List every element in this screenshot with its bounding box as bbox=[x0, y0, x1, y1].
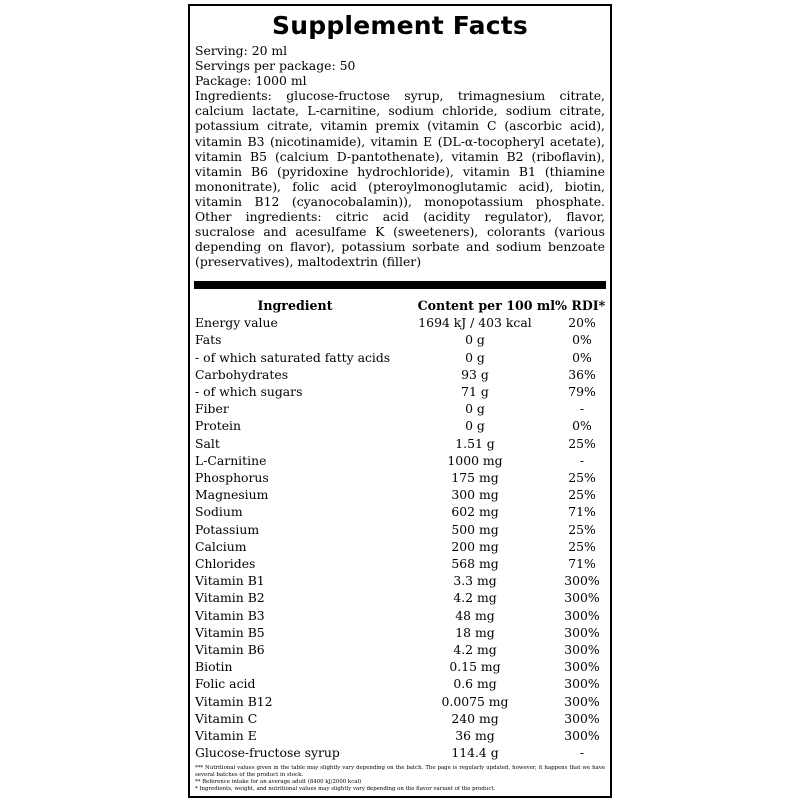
row-ingredient: - of which sugars bbox=[195, 384, 303, 400]
row-ingredient: Vitamin B1 bbox=[195, 573, 265, 589]
package-size: Package: 1000 ml bbox=[195, 73, 307, 89]
row-rdi: - bbox=[579, 401, 585, 417]
table-row bbox=[195, 349, 609, 366]
row-content: 3.3 mg bbox=[453, 573, 497, 589]
row-ingredient: Glucose-fructose syrup bbox=[195, 745, 340, 761]
table-row bbox=[195, 469, 609, 486]
table-row bbox=[195, 383, 609, 400]
row-rdi: 300% bbox=[564, 659, 600, 675]
table-row bbox=[195, 417, 609, 434]
row-ingredient: Magnesium bbox=[195, 487, 269, 503]
table-row bbox=[195, 538, 609, 555]
row-rdi: 0% bbox=[572, 332, 592, 348]
table-row bbox=[195, 641, 609, 658]
row-ingredient: Vitamin B5 bbox=[195, 624, 265, 640]
row-rdi: 25% bbox=[568, 538, 596, 554]
section-divider bbox=[194, 281, 606, 289]
row-rdi: 25% bbox=[568, 521, 596, 537]
table-row bbox=[195, 589, 609, 606]
row-content: 0.15 mg bbox=[449, 659, 501, 675]
header-rdi: % RDI* bbox=[555, 298, 606, 313]
row-content: 48 mg bbox=[455, 607, 495, 623]
table-row bbox=[195, 624, 609, 641]
row-content: 114.4 g bbox=[451, 745, 499, 761]
table-row bbox=[195, 366, 609, 383]
row-rdi: 300% bbox=[564, 676, 600, 692]
nutrition-table-body bbox=[195, 314, 609, 761]
row-content: 300 mg bbox=[451, 487, 499, 503]
table-row bbox=[195, 727, 609, 744]
footnote: *** Nutritional values given in the table may slightly vary depending on the batch. The page is regularly updated, however, it happens that we have several batches of the product in stock. bbox=[195, 765, 605, 778]
row-content: 4.2 mg bbox=[453, 590, 497, 606]
row-ingredient: Vitamin E bbox=[195, 728, 257, 744]
table-row bbox=[195, 452, 609, 469]
table-row bbox=[195, 572, 609, 589]
row-content: 0 g bbox=[465, 401, 485, 417]
row-ingredient: Protein bbox=[195, 418, 241, 434]
row-rdi: 25% bbox=[568, 435, 596, 451]
serving-size: Serving: 20 ml bbox=[195, 43, 288, 58]
row-rdi: 0% bbox=[572, 418, 592, 434]
row-content: 0 g bbox=[465, 418, 485, 434]
row-content: 0.0075 mg bbox=[441, 693, 509, 709]
row-rdi: 300% bbox=[564, 693, 600, 709]
row-ingredient: L-Carnitine bbox=[195, 452, 267, 468]
table-row bbox=[195, 435, 609, 452]
row-content: 36 mg bbox=[455, 728, 495, 744]
row-ingredient: Calcium bbox=[195, 538, 247, 554]
table-row bbox=[195, 521, 609, 538]
row-ingredient: Folic acid bbox=[195, 676, 256, 692]
table-row bbox=[195, 693, 609, 710]
row-content: 200 mg bbox=[451, 538, 499, 554]
row-content: 602 mg bbox=[451, 504, 499, 520]
row-ingredient: Fiber bbox=[195, 401, 229, 417]
row-content: 1.51 g bbox=[455, 435, 495, 451]
row-rdi: 300% bbox=[564, 607, 600, 623]
header-content: Content per 100 ml bbox=[417, 298, 555, 313]
table-header-row bbox=[195, 297, 609, 314]
row-ingredient: Fats bbox=[195, 332, 222, 348]
row-content: 18 mg bbox=[455, 624, 495, 640]
ingredients-text: Ingredients: glucose-fructose syrup, trimagnesium citrate, calcium lactate, L-carnitine, sodium chloride, sodium citrate, potassium citrate, vitamin premix (vitamin C (ascorbic acid), vitamin B3 (nicotinamide), vitamin E (DL-α-tocopheryl acetate), vitamin B5 (calcium D-pantothenate), vitamin B2 (riboflavin), vitamin B6 (pyridoxine hydrochloride), vitamin B1 (thiamine mononitrate), folic acid (pteroylmonoglutamic acid), biotin, vitamin B12 (cyanocobalamin)), monopotassium phosphate. Other ingredients: citric acid (acidity regulator), flavor, sucralose and acesulfame K (sweeteners), colorants (various depending on flavor), potassium sorbate and sodium benzoate (preservatives), maltodextrin (filler) bbox=[195, 88, 605, 270]
row-ingredient: Chlorides bbox=[195, 556, 256, 572]
table-row bbox=[195, 486, 609, 503]
row-content: 71 g bbox=[461, 384, 489, 400]
table-row bbox=[195, 744, 609, 761]
row-rdi: - bbox=[579, 745, 585, 761]
row-ingredient: Vitamin B2 bbox=[195, 590, 265, 606]
row-rdi: 25% bbox=[568, 470, 596, 486]
table-row bbox=[195, 607, 609, 624]
row-ingredient: Vitamin B6 bbox=[195, 642, 265, 658]
row-content: 500 mg bbox=[451, 521, 499, 537]
table-row bbox=[195, 503, 609, 520]
row-rdi: - bbox=[579, 452, 585, 468]
nutrition-table bbox=[195, 297, 609, 761]
table-row bbox=[195, 314, 609, 331]
row-ingredient: Sodium bbox=[195, 504, 243, 520]
row-ingredient: Biotin bbox=[195, 659, 233, 675]
row-ingredient: Salt bbox=[195, 435, 220, 451]
row-rdi: 36% bbox=[568, 366, 596, 382]
row-rdi: 300% bbox=[564, 728, 600, 744]
row-rdi: 300% bbox=[564, 624, 600, 640]
row-content: 93 g bbox=[461, 366, 489, 382]
row-content: 175 mg bbox=[451, 470, 499, 486]
table-row bbox=[195, 331, 609, 348]
row-rdi: 79% bbox=[568, 384, 596, 400]
row-content: 0.6 mg bbox=[453, 676, 497, 692]
table-row bbox=[195, 555, 609, 572]
row-content: 1694 kJ / 403 kcal bbox=[418, 315, 532, 331]
row-rdi: 300% bbox=[564, 642, 600, 658]
row-content: 1000 mg bbox=[447, 452, 503, 468]
row-rdi: 0% bbox=[572, 349, 592, 365]
row-rdi: 71% bbox=[568, 504, 596, 520]
row-ingredient: Potassium bbox=[195, 521, 260, 537]
header-ingredient: Ingredient bbox=[257, 298, 333, 313]
row-rdi: 20% bbox=[568, 315, 596, 331]
footnote: ** Reference intake for an average adult (8400 kJ/2000 kcal) bbox=[195, 779, 362, 785]
servings-per-package: Servings per package: 50 bbox=[195, 58, 356, 74]
product-info bbox=[195, 43, 605, 269]
row-ingredient: Carbohydrates bbox=[195, 366, 289, 382]
row-ingredient: Phosphorus bbox=[195, 470, 269, 486]
row-content: 4.2 mg bbox=[453, 642, 497, 658]
row-content: 0 g bbox=[465, 332, 485, 348]
row-ingredient: - of which saturated fatty acids bbox=[195, 349, 391, 365]
row-content: 0 g bbox=[465, 349, 485, 365]
supplement-facts-panel bbox=[188, 4, 612, 798]
row-ingredient: Energy value bbox=[195, 315, 278, 331]
row-content: 240 mg bbox=[451, 710, 499, 726]
row-ingredient: Vitamin B12 bbox=[195, 693, 273, 709]
table-row bbox=[195, 400, 609, 417]
row-rdi: 300% bbox=[564, 710, 600, 726]
footnote: * Ingredients, weight, and nutritional values may slightly vary depending on the flavor variant of the product. bbox=[195, 786, 496, 792]
page-title: Supplement Facts bbox=[272, 11, 528, 40]
table-row bbox=[195, 658, 609, 675]
row-rdi: 25% bbox=[568, 487, 596, 503]
row-content: 568 mg bbox=[451, 556, 499, 572]
row-ingredient: Vitamin B3 bbox=[195, 607, 265, 623]
table-row bbox=[195, 675, 609, 692]
row-rdi: 300% bbox=[564, 590, 600, 606]
footnotes bbox=[195, 765, 605, 793]
row-rdi: 300% bbox=[564, 573, 600, 589]
table-row bbox=[195, 710, 609, 727]
row-rdi: 71% bbox=[568, 556, 596, 572]
row-ingredient: Vitamin C bbox=[195, 710, 258, 726]
